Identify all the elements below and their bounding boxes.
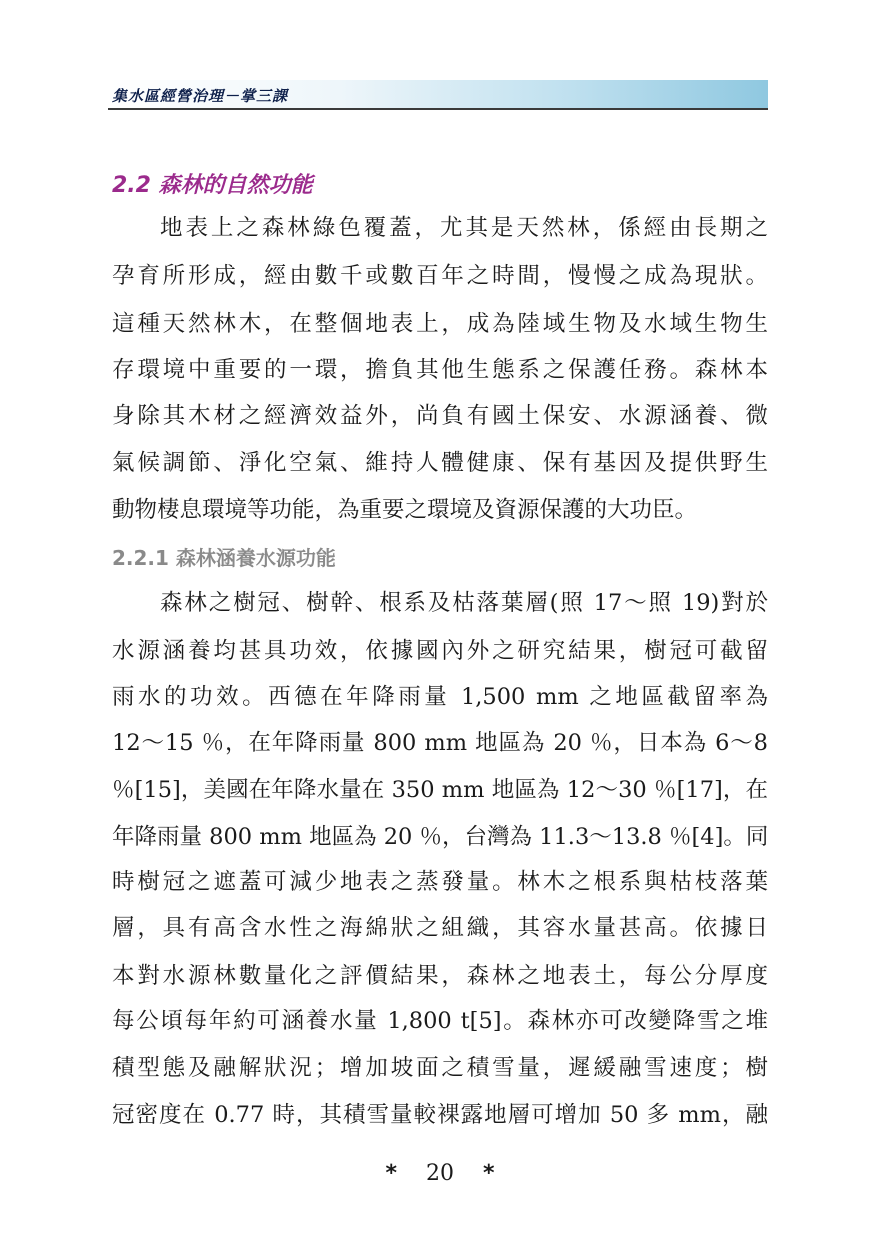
- paragraph-line: 每公頃每年約可涵養水量 1,800 t[5]。森林亦可改變降雪之堆: [112, 1008, 768, 1034]
- paragraph-line: 年降雨量 800 mm 地區為 20 ％，台灣為 11.3～13.8 ％[4]。同: [112, 824, 769, 850]
- paragraph-line: 身除其木材之經濟效益外，尚負有國土保安、水源涵養、微: [112, 403, 768, 429]
- paragraph-line: 森林之樹冠、樹幹、根系及枯落葉層(照 17～照 19)對於: [160, 590, 768, 616]
- page-footer: [0, 1160, 880, 1186]
- paragraph-line: ％[15]，美國在年降水量在 350 mm 地區為 12～30 ％[17]，在: [112, 777, 768, 803]
- paragraph-line: 層，具有高含水性之海綿狀之組織，其容水量甚高。依據日: [112, 915, 768, 941]
- paragraph-line: 12～15 ％，在年降雨量 800 mm 地區為 20 ％，日本為 6～8: [112, 730, 768, 756]
- paragraph-line: 本對水源林數量化之評價結果，森林之地表土，每公分厚度: [112, 963, 768, 989]
- paragraph-line: 積型態及融解狀況；增加坡面之積雪量，遲緩融雪速度；樹: [112, 1055, 768, 1081]
- paragraph-line: 水源涵養均甚具功效，依據國內外之研究結果，樹冠可截留: [112, 638, 768, 664]
- paragraph-line: 存環境中重要的一環，擔負其他生態系之保護任務。森林本: [112, 357, 768, 383]
- page-number: 20: [426, 1160, 454, 1186]
- paragraph-line: 氣候調節、淨化空氣、維持人體健康、保有基因及提供野生: [112, 450, 768, 476]
- paragraph-line: 這種天然林木，在整個地表上，成為陸域生物及水域生物生: [112, 311, 768, 337]
- footer-star-right: *: [483, 1160, 495, 1186]
- section-heading: 2.2 森林的自然功能: [112, 173, 313, 198]
- paragraph-line: 冠密度在 0.77 時，其積雪量較裸露地層可增加 50 多 mm，融: [112, 1102, 768, 1128]
- paragraph-line: 孕育所形成，經由數千或數百年之時間，慢慢之成為現狀。: [112, 263, 768, 289]
- footer-star-left: *: [385, 1160, 397, 1186]
- paragraph-line: 動物棲息環境等功能，為重要之環境及資源保護的大功臣。: [112, 497, 698, 523]
- paragraph-line: 雨水的功效。西德在年降雨量 1,500 mm 之地區截留率為: [112, 684, 768, 710]
- paragraph-line: 時樹冠之遮蓋可減少地表之蒸發量。林木之根系與枯枝落葉: [112, 869, 768, 895]
- running-header-title: 集水區經營治理－掌三課: [112, 87, 289, 105]
- paragraph-line: 地表上之森林綠色覆蓋，尤其是天然林，係經由長期之: [160, 215, 768, 241]
- running-header: [108, 80, 768, 110]
- subsection-heading: 2.2.1 森林涵養水源功能: [112, 546, 336, 570]
